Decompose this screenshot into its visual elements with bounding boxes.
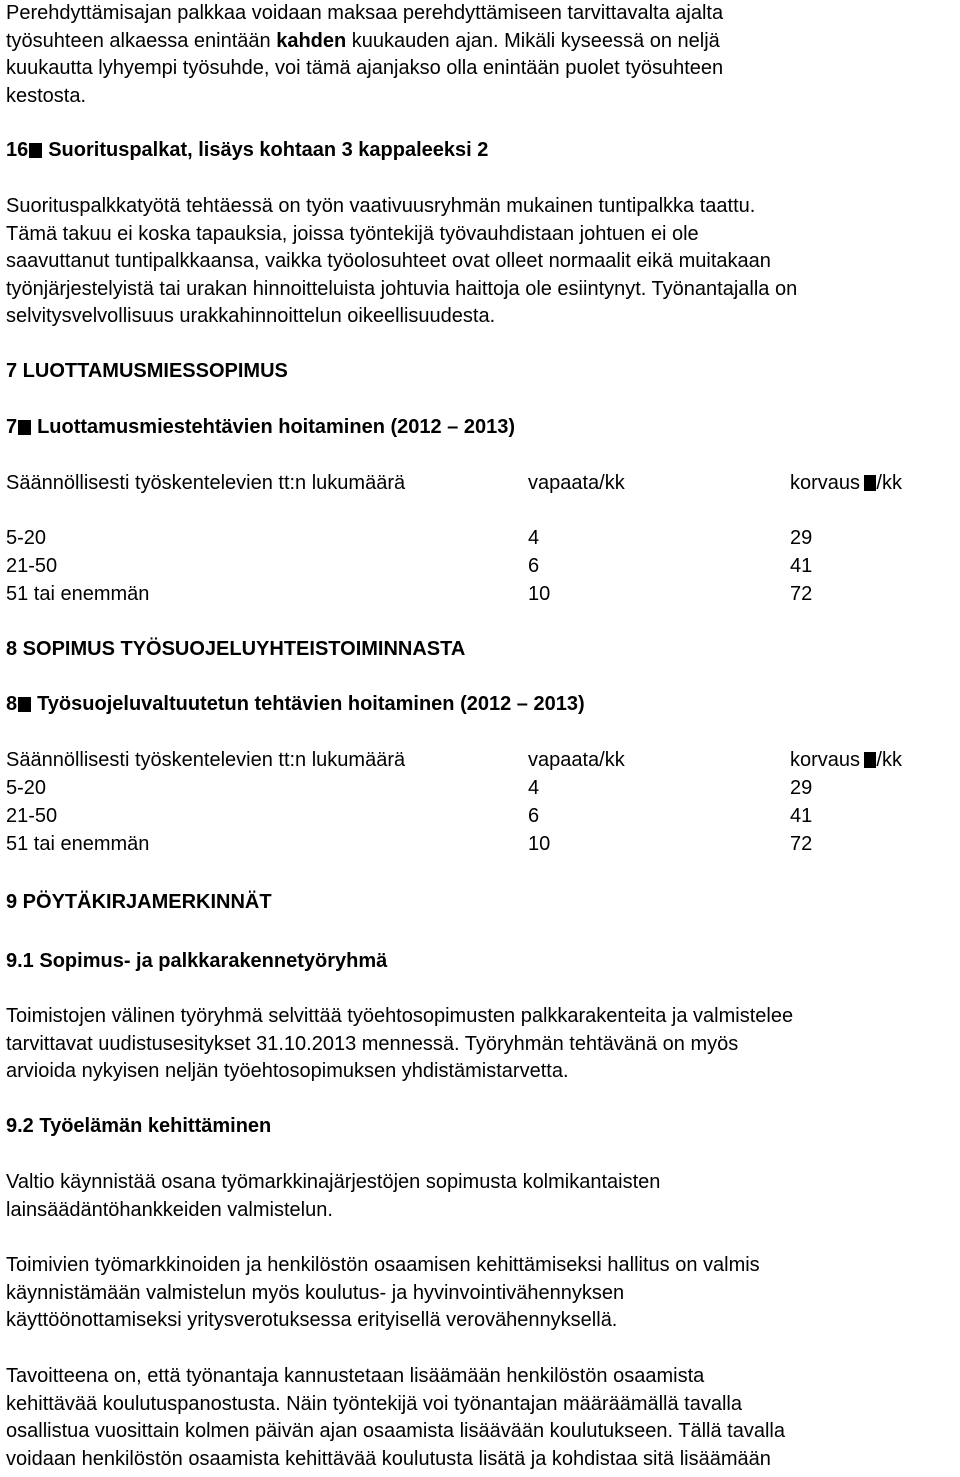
table-cell: 51 tai enemmän	[6, 833, 150, 855]
section-16-paragraph	[6, 193, 956, 331]
text-line: saavuttanut tuntipalkkaansa, vaikka työolosuhteet ovat olleet normaalit eikä muitakaan	[6, 250, 771, 273]
table-cell: 6	[528, 805, 540, 827]
text-span: työsuhteen alkaessa enintään	[6, 29, 277, 52]
column-header-unit: /kk	[876, 472, 902, 494]
column-header-days: vapaata/kk	[528, 749, 625, 771]
text-line: käyttöönottamiseksi yritysverotuksessa erityisellä verovähennyksellä.	[6, 1309, 618, 1332]
table-cell: 51 tai enemmän	[6, 583, 150, 605]
column-header-count: Säännöllisesti työskentelevien tt:n lukumäärä	[6, 472, 406, 494]
column-header-days: vapaata/kk	[528, 472, 625, 494]
column-header-compensation	[790, 747, 902, 775]
table-cell: 72	[790, 583, 813, 605]
table-cell: 6	[528, 555, 540, 577]
text-line: kehittävää koulutuspanostusta. Näin työntekijä voi työnantajan määräämällä tavalla	[6, 1392, 742, 1415]
paragraph-9-2-c	[6, 1363, 956, 1473]
euro-icon	[864, 752, 876, 768]
column-header-unit: /kk	[876, 749, 902, 771]
text-line: tarvittavat uudistusesitykset 31.10.2013 mennessä. Työryhmän tehtävänä on myös	[6, 1032, 739, 1055]
table-cell: 72	[790, 833, 813, 855]
subsection-9-2-heading: 9.2 Työelämän kehittäminen	[6, 1115, 272, 1137]
section-title: Luottamusmiestehtävien hoitaminen (2012 – 2013)	[37, 416, 516, 438]
text-line: käynnistämään valmistelun myös koulutus- ja hyvinvointivähennyksen	[6, 1281, 625, 1304]
section-7-heading	[6, 414, 956, 442]
paragraph-9-1	[6, 1003, 956, 1086]
column-header-label: korvaus	[790, 749, 861, 771]
section-sign-icon	[29, 143, 41, 158]
chapter-9-heading: 9 PÖYTÄKIRJAMERKINNÄT	[6, 891, 272, 913]
section-8-heading	[6, 691, 956, 719]
subsection-9-1-heading: 9.1 Sopimus- ja palkkarakennetyöryhmä	[6, 950, 388, 972]
table-header-row	[6, 747, 956, 775]
paragraph-9-2-b	[6, 1252, 956, 1335]
table-row	[6, 525, 956, 553]
paragraph-9-2-a	[6, 1169, 956, 1224]
section-16-heading	[6, 137, 956, 165]
text-line: Valtio käynnistää osana työmarkkinajärjestöjen sopimusta kolmikantaisten	[6, 1171, 661, 1193]
text-line: Perehdyttämisajan palkkaa voidaan maksaa perehdyttämiseen tarvittavalta ajalta	[6, 2, 724, 24]
table-cell: 41	[790, 555, 813, 577]
text-line: Suorituspalkkatyötä tehtäessä on työn vaativuusryhmän mukainen tuntipalkka taattu.	[6, 195, 756, 217]
text-span: kuukauden ajan. Mikäli kyseessä on neljä	[346, 29, 720, 52]
section-title: Työsuojeluvaltuutetun tehtävien hoitaminen (2012 – 2013)	[37, 693, 585, 715]
table-cell: 10	[528, 583, 551, 605]
section-number: 16	[6, 139, 29, 161]
table-row	[6, 775, 956, 803]
section-number: 7	[6, 416, 18, 438]
table-cell: 21-50	[6, 555, 58, 577]
text-line: kestosta.	[6, 84, 87, 107]
table-row	[6, 553, 956, 581]
text-line: arvioida nykyisen neljän työehtosopimuksen yhdistämistarvetta.	[6, 1060, 569, 1083]
text-line: Toimivien työmarkkinoiden ja henkilöstön osaamisen kehittämiseksi hallitus on valmis	[6, 1254, 760, 1276]
text-line: lainsäädäntöhankkeiden valmistelun.	[6, 1198, 333, 1221]
table-cell: 21-50	[6, 805, 58, 827]
table-cell: 4	[528, 777, 540, 799]
column-header-count: Säännöllisesti työskentelevien tt:n lukumäärä	[6, 749, 406, 771]
chapter-8-heading: 8 SOPIMUS TYÖSUOJELUYHTEISTOIMINNASTA	[6, 638, 466, 660]
chapter-7-heading: 7 LUOTTAMUSMIESSOPIMUS	[6, 360, 288, 382]
text-line: Tämä takuu ei koska tapauksia, joissa työntekijä työvauhdistaan johtuen ei ole	[6, 222, 699, 245]
column-header-compensation	[790, 470, 902, 498]
euro-icon	[864, 475, 876, 491]
text-line: Toimistojen välinen työryhmä selvittää työehtosopimusten palkkarakenteita ja valmistelee	[6, 1005, 794, 1027]
table-cell: 5-20	[6, 527, 47, 549]
table-row	[6, 803, 956, 831]
text-line: Tavoitteena on, että työnantaja kannustetaan lisäämään henkilöstön osaamista	[6, 1365, 705, 1387]
table-cell: 5-20	[6, 777, 47, 799]
table-row	[6, 831, 956, 859]
text-line: selvitysvelvollisuus urakkahinnoittelun oikeellisuudesta.	[6, 305, 496, 328]
bold-text: kahden	[276, 29, 347, 52]
text-line	[6, 28, 956, 56]
text-line: voidaan henkilöstön osaamista kehittävää koulutusta lisätä ja kohdistaa sitä lisäämään	[6, 1447, 771, 1470]
section-sign-icon	[18, 420, 30, 435]
text-line: työnjärjestelyistä tai urakan hinnoitteluista johtuvia haittoja ole esiintynyt. Työnantajalla on	[6, 277, 798, 300]
section-sign-icon	[18, 697, 30, 712]
text-line: osallistua vuosittain kolmen päivän ajan osaamista lisäävään koulutukseen. Tällä tavalla	[6, 1420, 785, 1443]
column-header-label: korvaus	[790, 472, 861, 494]
table-cell: 10	[528, 833, 551, 855]
section-number: 8	[6, 693, 18, 715]
section-title: Suorituspalkat, lisäys kohtaan 3 kappaleeksi 2	[48, 139, 489, 161]
table-cell: 4	[528, 527, 540, 549]
table-cell: 29	[790, 777, 813, 799]
text-line: kuukautta lyhyempi työsuhde, voi tämä ajanjakso olla enintään puolet työsuhteen	[6, 57, 724, 80]
table-cell: 41	[790, 805, 813, 827]
intro-paragraph	[6, 0, 956, 110]
table-cell: 29	[790, 527, 813, 549]
table-header-row	[6, 470, 956, 498]
table-row	[6, 581, 956, 609]
